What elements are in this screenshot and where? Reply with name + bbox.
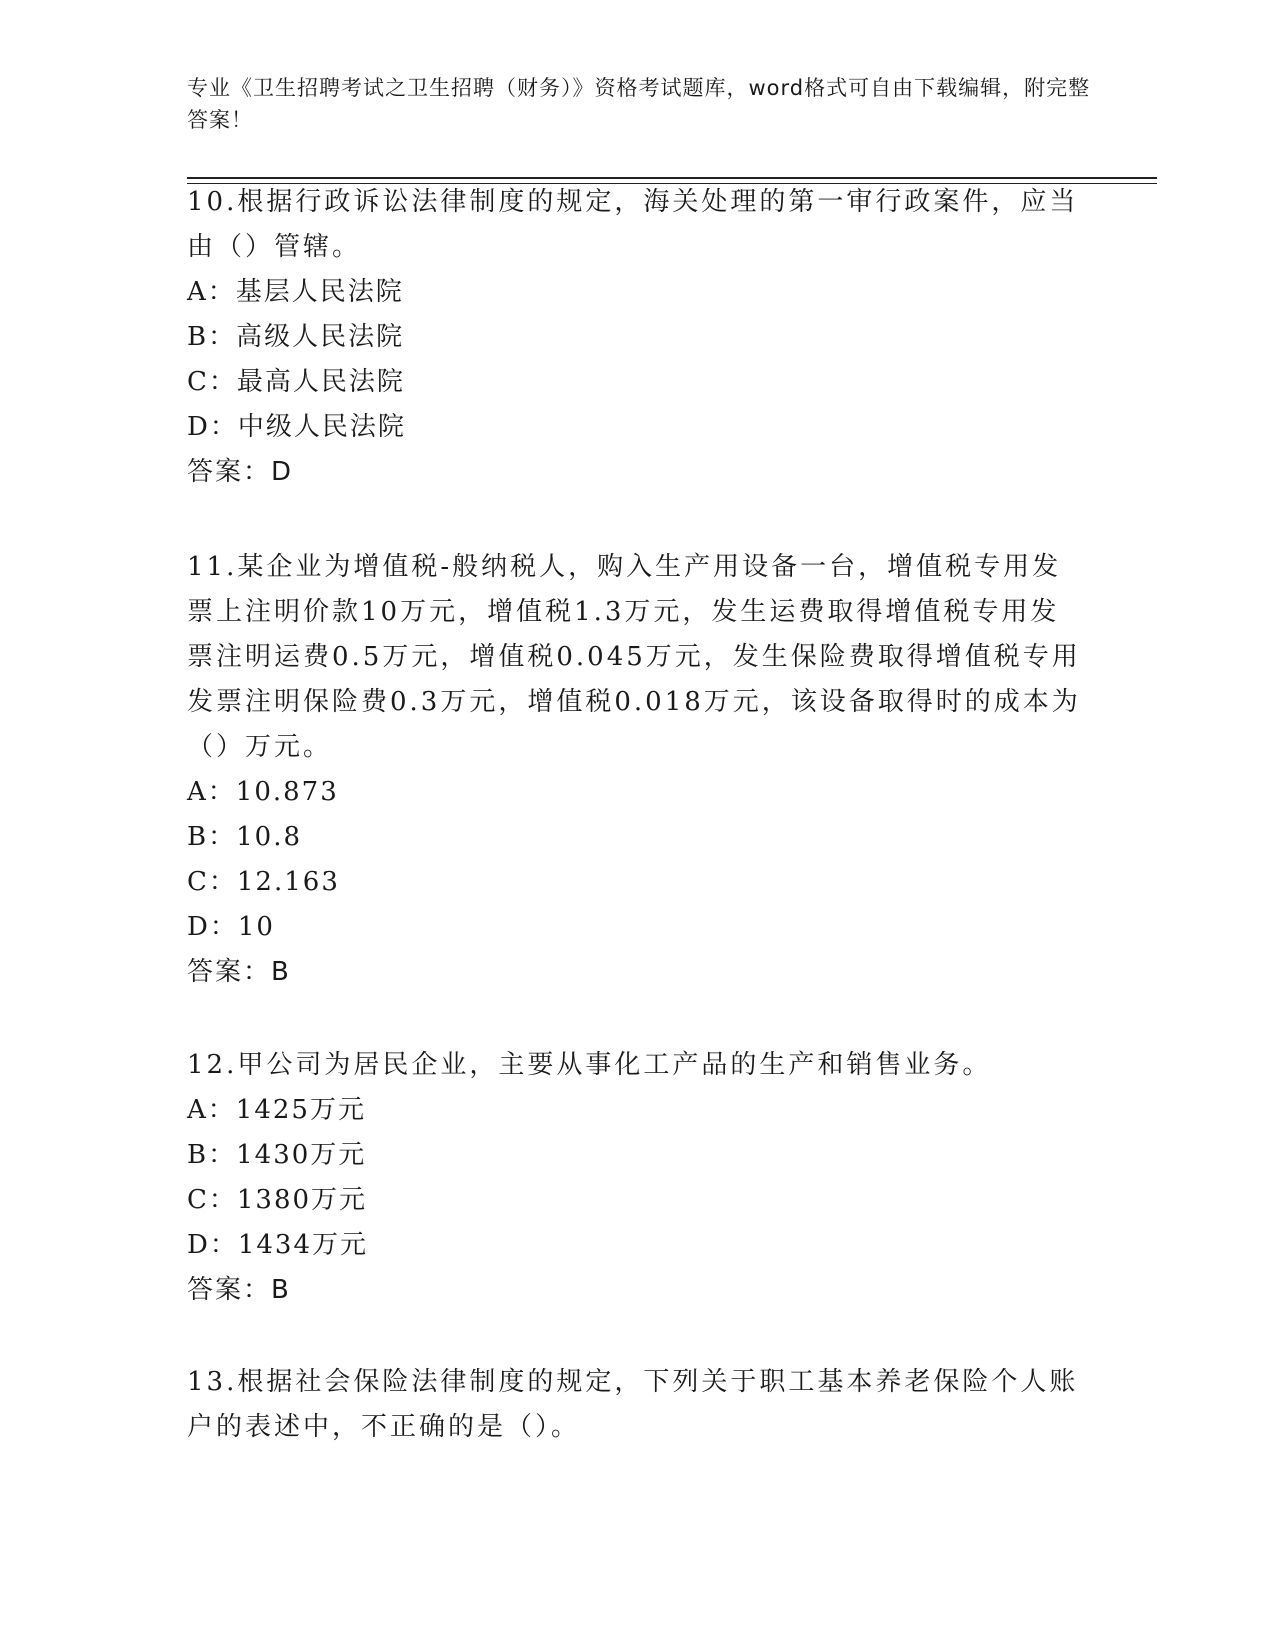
answer: 答案：D (187, 457, 294, 487)
option-b: B：高级人民法院 (187, 322, 405, 352)
option-d: D：中级人民法院 (187, 412, 406, 442)
question-13 (187, 1360, 1087, 1450)
option-c: C：12.163 (187, 867, 340, 897)
answer: 答案：B (187, 1275, 291, 1305)
option-b: B：10.8 (187, 822, 302, 852)
document-header: 专业《卫生招聘考试之卫生招聘（财务）》资格考试题库，word格式可自由下载编辑，附完整答案！ (187, 76, 1091, 132)
question-stem: 10.根据行政诉讼法律制度的规定，海关处理的第一审行政案件，应当由（）管辖。 (187, 187, 1079, 262)
answer: 答案：B (187, 957, 291, 987)
option-a: A：1425万元 (187, 1095, 366, 1125)
question-stem: 12.甲公司为居民企业，主要从事化工产品的生产和销售业务。 (187, 1050, 992, 1080)
option-d: D：1434万元 (187, 1230, 369, 1260)
option-c: C：1380万元 (187, 1185, 368, 1215)
option-a: A：基层人民法院 (187, 277, 404, 307)
question-10 (187, 180, 1087, 495)
option-b: B：1430万元 (187, 1140, 367, 1170)
option-c: C：最高人民法院 (187, 367, 405, 397)
question-stem: 11.某企业为增值税-般纳税人，购入生产用设备一台，增值税专用发票上注明价款10万元，增值税1.3万元，发生运费取得增值税专用发票注明运费0.5万元，增值税0.045万元，发生保险费取得增值税专用发票注明保险费0.3万元，增值税0.018万元，该设备取得时的成本为（）万元。 (187, 552, 1081, 762)
question-stem: 13.根据社会保险法律制度的规定，下列关于职工基本养老保险个人账户的表述中，不正确的是（）。 (187, 1367, 1079, 1442)
option-a: A：10.873 (187, 777, 339, 807)
question-12 (187, 1043, 1087, 1313)
option-d: D：10 (187, 912, 275, 942)
header-divider-thick (187, 177, 1157, 179)
question-11 (187, 545, 1087, 995)
